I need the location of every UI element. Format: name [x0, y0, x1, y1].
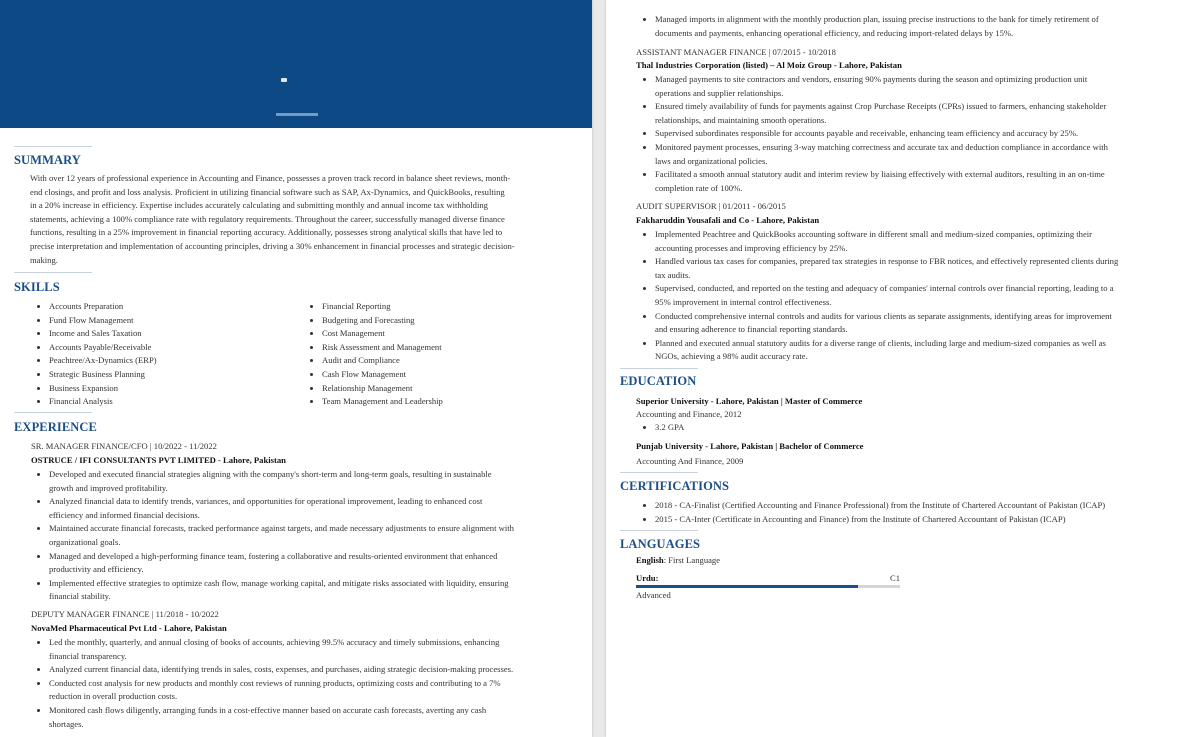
job-title: [31, 609, 219, 619]
language-code: C1: [890, 573, 901, 583]
header-banner: [0, 0, 592, 128]
bullet-line: Conducted cost analysis for new products and monthly cost reviews of running products, optimizing costs and contributing to a 7%: [49, 677, 501, 688]
bullet-line: Implemented effective strategies to optimize cash flow, manage working capital, and mitigate risks associated with liquidity, ensuring: [49, 577, 509, 588]
bullet-line: relationships, and maintaining smooth operations.: [655, 114, 827, 125]
bullet-line: documents and payments, enhancing operational efficiency, and reducing import-related delays by 15%.: [655, 27, 1014, 38]
education-bullets: [637, 421, 855, 435]
certification-item: • 2018 - CA-Finalist (Certified Accounting and Finance Professional) from the Institute of Chartered Accountant of Pakistan (ICAP): [655, 499, 1200, 513]
job-title-text: ASSISTANT MANAGER FINANCE: [636, 47, 767, 57]
resume-page-1: [0, 0, 592, 737]
skill-item: • Peachtree/Ax-Dynamics (ERP): [49, 354, 299, 368]
bullet-line: efficiency and informed financial decisions.: [49, 509, 200, 520]
banner-decoration: [276, 113, 318, 116]
language-urdu: [636, 573, 658, 583]
bullet-line: Implemented Peachtree and QuickBooks accounting software in different small and medium-sized companies, optimizing their: [655, 229, 1093, 239]
bullet-line: and ensuring adherence to financial reporting standards.: [655, 324, 848, 335]
language-english: [636, 555, 720, 565]
job-bullet: [49, 550, 592, 577]
bullet-line: productivity and efficiency.: [49, 564, 144, 575]
banner-logo-mark: [281, 78, 287, 82]
job-bullet: [655, 73, 1195, 100]
education-bullet: • 3.2 GPA: [655, 421, 855, 435]
summary-line: end closings, and profit and loss analysis. Proficient in utilizing financial software such as SAP, Ax-Dynamics, and QuickBooks, resulting: [30, 186, 505, 197]
section-rule: [620, 530, 698, 531]
summary-text: [30, 172, 582, 267]
job-dates: | 11/2018 - 10/2022: [149, 609, 219, 619]
summary-line: precise interpretation and implementation of accounting principles, driving a 30% enhancement in financial processes and strategic decision-: [30, 240, 515, 251]
language-colon: :: [655, 573, 659, 583]
certification-item: • 2015 - CA-Inter (Certificate in Accounting and Finance) from the Institute of Chartered Accountant of Pakistan (ICAP): [655, 513, 1200, 527]
job-bullet: [49, 577, 592, 604]
bullet-line: accounting processes and improving efficiency by 25%.: [655, 242, 848, 253]
job-bullets: [637, 228, 1195, 364]
section-rule: [620, 472, 698, 473]
job-title-text: AUDIT SUPERVISOR: [636, 201, 717, 211]
job-bullet: [655, 337, 1195, 364]
bullet-line: organizational goals.: [49, 536, 121, 547]
summary-line: functions, resulting in a 25% improvement in financial reporting accuracy. Additionally, possesses strong analytical skills that have led to: [30, 227, 503, 238]
skill-item: • Strategic Business Planning: [49, 368, 299, 382]
bullet-line: NGOs, achieving a 98% audit accuracy rate.: [655, 351, 808, 362]
education-detail: Accounting and Finance, 2012: [636, 409, 742, 419]
bullet-line: Developed and executed financial strategies aligning with the company's short-term and long-term goals, resulting in sustainable: [49, 469, 492, 479]
bullet-line: reduction in overall production costs.: [49, 691, 178, 702]
bullet-line: Planned and executed annual statutory audits for a diverse range of clients, including large and medium-sized companies as well as: [655, 337, 1106, 348]
bullet-line: completion rate of 100%.: [655, 182, 743, 193]
job-bullets: [637, 13, 1195, 40]
job-bullet: [655, 310, 1195, 337]
job-bullet: [655, 13, 1195, 40]
bullet-line: Analyzed current financial data, identifying trends in sales, costs, expenses, and purchases, aiding strategic decision-making processes.: [49, 664, 514, 675]
certification-list: [637, 499, 1200, 526]
skill-item: • Cost Management: [322, 327, 592, 341]
skill-item: • Fund Flow Management: [49, 314, 299, 328]
job-bullet: [49, 636, 592, 663]
job-bullet: [49, 522, 592, 549]
skill-item: • Income and Sales Taxation: [49, 327, 299, 341]
skill-item: • Cash Flow Management: [322, 368, 592, 382]
bullet-line: Supervised, conducted, and reported on the testing and adequacy of companies' internal controls over financial reporting, leading to a: [655, 283, 1114, 294]
job-bullet: [655, 228, 1195, 255]
job-bullet: [49, 677, 592, 704]
job-title: [31, 441, 217, 451]
bullet-line: shortages.: [49, 718, 84, 729]
bullet-line: Ensured timely availability of funds for payments against Crop Purchase Receipts (CPRs) issued to farmers, enhancing stakeholder: [655, 101, 1107, 112]
job-dates: | 07/2015 - 10/2018: [766, 47, 836, 57]
skill-item: • Accounts Preparation: [49, 300, 299, 314]
education-heading: EDUCATION: [620, 374, 697, 388]
skill-item: • Relationship Management: [322, 382, 592, 396]
job-bullet: [655, 255, 1195, 282]
skill-item: • Team Management and Leadership: [322, 395, 592, 409]
job-bullet: [655, 141, 1195, 168]
job-company: Thal Industries Corporation (listed) – Al Moiz Group - Lahore, Pakistan: [636, 60, 902, 70]
bullet-line: Handled various tax cases for companies, prepared tax strategies in response to FBR notices, and effectively represented clients during: [655, 256, 1119, 267]
job-bullets: [31, 468, 592, 604]
summary-line: statements, achieving a 100% compliance rate with regulatory requirements. Throughout the career, successfully managed diverse finance: [30, 213, 505, 224]
job-bullet: [49, 704, 592, 731]
skill-item: • Audit and Compliance: [322, 354, 592, 368]
bullet-line: financial transparency.: [49, 650, 127, 661]
bullet-line: laws and organizational policies.: [655, 155, 768, 166]
language-name: Urdu: [636, 573, 656, 583]
job-company: Fakharuddin Yousafali and Co - Lahore, Pakistan: [636, 215, 820, 225]
section-rule: [14, 272, 92, 273]
bullet-line: Managed imports in alignment with the monthly production plan, issuing precise instructions to the bank for timely retirement of: [655, 14, 1099, 24]
languages-heading: LANGUAGES: [620, 537, 701, 551]
job-bullet: [655, 127, 1195, 141]
job-bullet: [655, 100, 1195, 127]
job-bullet: [655, 168, 1195, 195]
bullet-line: Led the monthly, quarterly, and annual closing of books of accounts, achieving 99.5% accuracy and timely submissions, enhancing: [49, 637, 500, 647]
section-rule: [620, 368, 698, 369]
resume-page-2: [606, 0, 1200, 737]
bullet-line: Facilitated a smooth annual statutory audit and interim review by liaising effectively with external auditors, resulting in an on-time: [655, 169, 1105, 180]
summary-line: making.: [30, 254, 58, 265]
job-bullet: [49, 663, 592, 677]
bullet-line: Supervised subordinates responsible for accounts payable and receivable, enhancing team efficiency and accuracy by 25%.: [655, 128, 1079, 139]
experience-heading: EXPERIENCE: [14, 420, 97, 434]
language-proficiency: Advanced: [636, 590, 671, 600]
urdu-proficiency-fill: [636, 585, 858, 588]
bullet-line: tax audits.: [655, 269, 691, 280]
bullet-line: Analyzed financial data to identify trends, variances, and opportunities for operational improvement, leading to enhanced cost: [49, 496, 483, 507]
bullet-line: Managed payments to site contractors and vendors, ensuring 90% payments during the season and optimizing production unit: [655, 74, 1088, 84]
job-title-text: SR. MANAGER FINANCE/CFO: [31, 441, 148, 451]
language-level: : First Language: [663, 555, 721, 565]
summary-line: With over 12 years of professional experience in Accounting and Finance, possesses a proven track record in balance sheet reviews, month-: [30, 173, 511, 183]
certifications-heading: CERTIFICATIONS: [620, 479, 730, 493]
bullet-line: 95% improvement in internal control effectiveness.: [655, 296, 832, 307]
job-bullet: [655, 282, 1195, 309]
job-bullets: [31, 636, 592, 731]
bullet-line: growth and improved profitability.: [49, 482, 168, 493]
job-dates: | 10/2022 - 11/2022: [147, 441, 217, 451]
section-rule: [14, 146, 92, 147]
bullet-line: operations and supplier relationships.: [655, 87, 784, 98]
summary-line: in a 20% increase in efficiency. Expertise includes accurately calculating and submitting monthly and annual income tax withholding: [30, 200, 488, 211]
skills-list-left: [31, 300, 299, 409]
job-bullet: [49, 495, 592, 522]
skill-item: • Budgeting and Forecasting: [322, 314, 592, 328]
job-bullet: [49, 468, 592, 495]
section-rule: [14, 412, 92, 413]
education-school: Punjab University - Lahore, Pakistan | Bachelor of Commerce: [636, 441, 864, 451]
job-bullets: [637, 73, 1195, 195]
skill-item: • Accounts Payable/Receivable: [49, 341, 299, 355]
language-name: English: [636, 555, 664, 565]
job-title: [636, 47, 836, 57]
job-company: OSTRUCE / IFI CONSULTANTS PVT LIMITED - Lahore, Pakistan: [31, 455, 286, 465]
bullet-line: Conducted comprehensive internal controls and audits for various clients as separate assignments, identifying areas for improvement: [655, 310, 1112, 321]
bullet-line: Monitored payment processes, ensuring 3-way matching correctness and accurate tax and deduction compliance in accordance with: [655, 141, 1108, 152]
job-title: [636, 201, 786, 211]
education-detail: Accounting And Finance, 2009: [636, 456, 744, 466]
skill-item: • Risk Assessment and Management: [322, 341, 592, 355]
summary-heading: SUMMARY: [14, 153, 81, 167]
bullet-line: Maintained accurate financial forecasts, tracked performance against targets, and made necessary adjustments to ensure alignment with: [49, 523, 514, 534]
skill-item: • Financial Reporting: [322, 300, 592, 314]
job-dates: | 01/2011 - 06/2015: [716, 201, 786, 211]
skill-item: • Business Expansion: [49, 382, 299, 396]
bullet-line: financial stability.: [49, 591, 111, 602]
bullet-line: Managed and developed a high-performing finance team, fostering a collaborative and results-oriented environment that enhanced: [49, 550, 498, 561]
job-title-text: DEPUTY MANAGER FINANCE: [31, 609, 150, 619]
skills-heading: SKILLS: [14, 280, 60, 294]
education-school: Superior University - Lahore, Pakistan | Master of Commerce: [636, 396, 863, 406]
job-company: NovaMed Pharmaceutical Pvt Ltd - Lahore, Pakistan: [31, 623, 227, 633]
skills-list-right: [304, 300, 592, 409]
bullet-line: Monitored cash flows diligently, arranging funds in a cost-effective manner based on accurate cash forecasts, averting any cash: [49, 704, 487, 715]
skill-item: • Financial Analysis: [49, 395, 299, 409]
